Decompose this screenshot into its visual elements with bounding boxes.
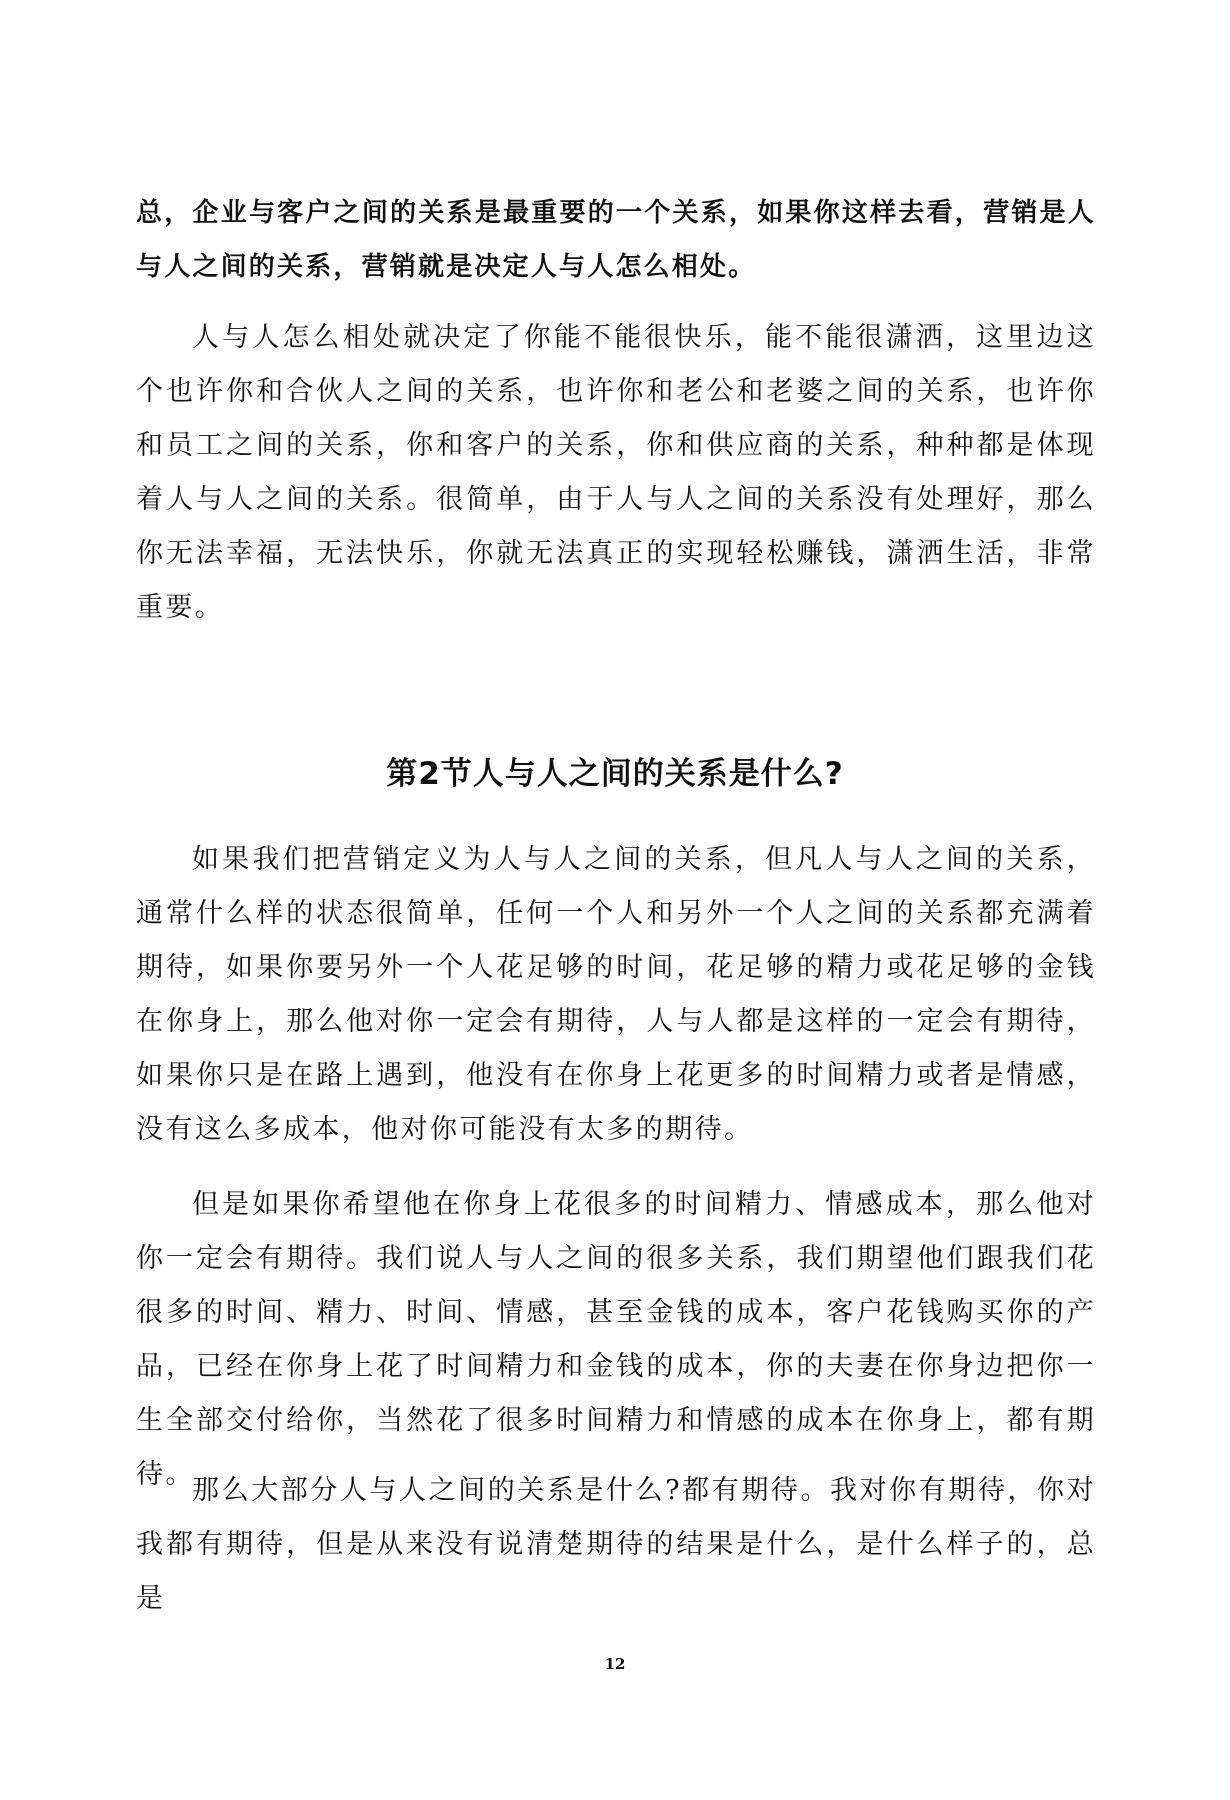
body-paragraph: 如果我们把营销定义为人与人之间的关系，但凡人与人之间的关系，通常什么样的状态很简单，任何一个人和另外一个人之间的关系都充满着期待，如果你要另外一个人花足够的时间，花足够的精力或花足够的金钱在你身上，那么他对你一定会有期待，人与人都是这样的一定会有期待，如果你只是在路上遇到，他没有在你身上花更多的时间精力或者是情感，没有这么多成本，他对你可能没有太多的期待。 (136, 844, 1096, 1145)
body-paragraph: 那么大部分人与人之间的关系是什么?都有期待。我对你有期待，你对我都有期待，但是从来没有说清楚期待的结果是什么，是什么样子的，总是 (136, 1475, 1096, 1614)
page-number: 12 (604, 1655, 626, 1673)
body-paragraph: 人与人怎么相处就决定了你能不能很快乐，能不能很潇洒，这里边这个也许你和合伙人之间的关系，也许你和老公和老婆之间的关系，也许你和员工之间的关系，你和客户的关系，你和供应商的关系，种种都是体现着人与人之间的关系。很简单，由于人与人之间的关系没有处理好，那么你无法幸福，无法快乐，你就无法真正的实现轻松赚钱，潇洒生活，非常重要。 (136, 322, 1096, 623)
bold-paragraph: 总，企业与客户之间的关系是最重要的一个关系，如果你这样去看，营销是人与人之间的关系，营销就是决定人与人怎么相处。 (136, 198, 1096, 282)
section-heading: 第2节人与人之间的关系是什么? (386, 756, 844, 792)
body-paragraph: 但是如果你希望他在你身上花很多的时间精力、情感成本，那么他对你一定会有期待。我们说人与人之间的很多关系，我们期望他们跟我们花很多的时间、精力、时间、情感，甚至金钱的成本，客户花钱购买你的产品，已经在你身上花了时间精力和金钱的成本，你的夫妻在你身边把你一生全部交付给你，当然花了很多时间精力和情感的成本在你身上，都有期待。 (136, 1189, 1096, 1490)
